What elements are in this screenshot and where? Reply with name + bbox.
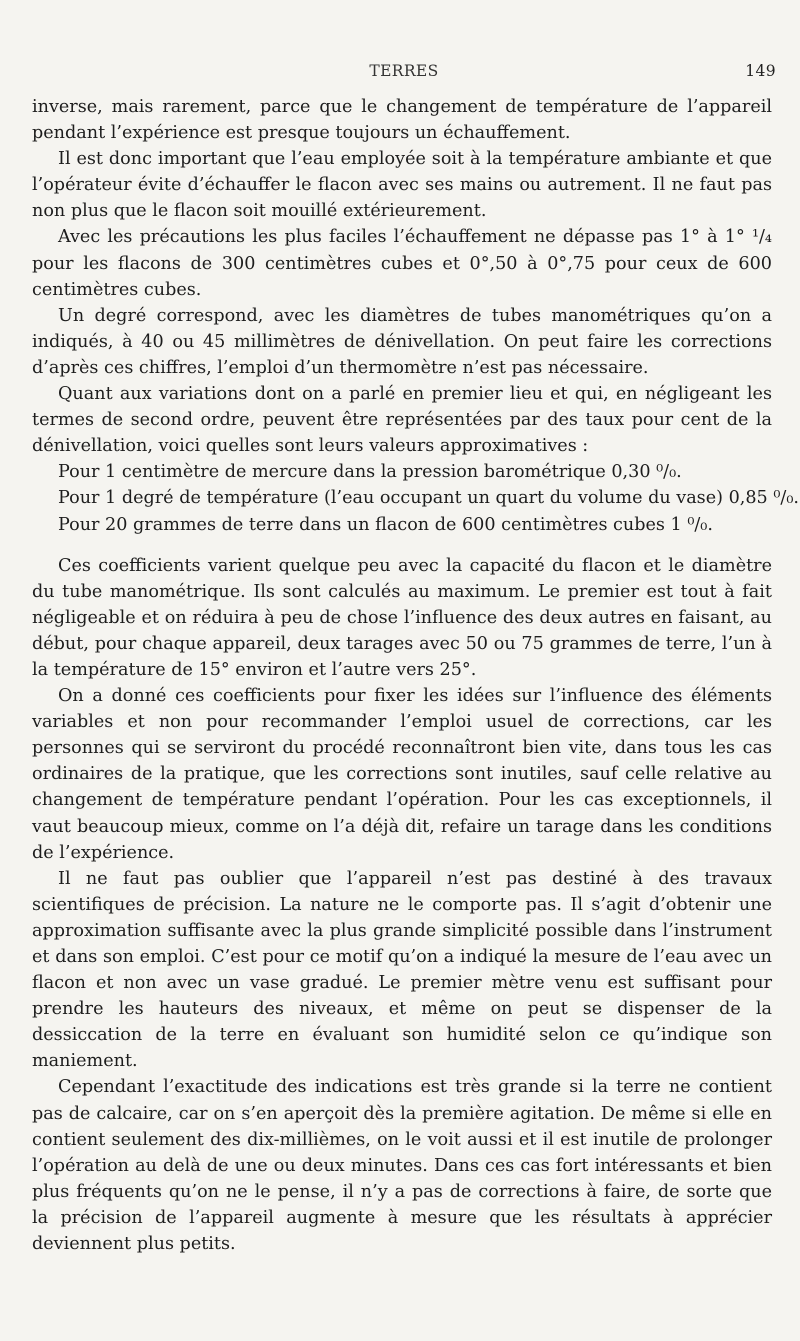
paragraph: Quant aux variations dont on a parlé en premier lieu et qui, en négligeant les termes de second ordre, peuvent être représentées par des taux pour cent de la dénivellation, voici quelles sont leurs valeurs approximatives : [32,384,772,457]
running-head [32,62,776,84]
paragraph: Il ne faut pas oublier que l’appareil n’est pas destiné à des travaux scientifiques de précision. La nature ne le comporte pas. Il s’agit d’obtenir une approximation suffisante avec la plus grande simplicité possible dans l’instrument et dans son emploi. C’est pour ce motif qu’on a indiqué la mesure de l’eau avec un flacon et non avec un vase gradué. Le premier mètre venu est suffisant pour prendre les hauteurs des niveaux, et même on peut se dispenser de la dessiccation de la terre en évaluant son humidité selon ce qu’indique son maniement. [32,868,772,1072]
coefficient-pressure: Pour 1 centimètre de mercure dans la pression barométrique 0,30 ⁰/₀. [58,462,682,483]
paragraph: Un degré correspond, avec les diamètres de tubes manométriques qu’on a indiqués, à 40 ou 45 millimètres de dénivellation. On peut faire les corrections d’après ces chiffres, l’emploi d’un thermomètre n’est pas nécessaire. [32,305,772,378]
paragraph: Avec les précautions les plus faciles l’échauffement ne dépasse pas 1° à 1° ¹/₄ pour les flacons de 300 centimètres cubes et 0°,50 à 0°,75 pour ceux de 600 centimètres cubes. [32,227,772,300]
coefficient-earth-mass: Pour 20 grammes de terre dans un flacon de 600 centimètres cubes 1 ⁰/₀. [58,514,713,535]
paragraph: On a donné ces coefficients pour fixer les idées sur l’influence des éléments variables et non pour recommander l’emploi usuel de corrections, car les personnes qui se serviront du procédé reconnaîtront bien vite, dans tous les cas ordinaires de la pratique, que les corrections sont inutiles, sauf celle relative au changement de température pendant l’opération. Pour les cas exceptionnels, il vaut beaucoup mieux, comme on l’a déjà dit, refaire un tarage dans les conditions de l’expérience. [32,686,772,863]
body-text [32,94,799,1257]
coefficient-list [32,459,799,537]
running-title: TERRES [369,62,439,80]
paragraph: inverse, mais rarement, parce que le changement de température de l’appareil pendant l’expérience est presque toujours un échauffement. [32,97,772,144]
paragraph: Ces coefficients varient quelque peu avec la capacité du flacon et le diamètre du tube manométrique. Ils sont calculés au maximum. Le premier est tout à fait négligeable et on réduira à peu de chose l’influence des deux autres en faisant, au début, pour chaque appareil, deux tarages avec 50 ou 75 grammes de terre, l’un à la température de 15° environ et l’autre vers 25°. [32,555,772,680]
paragraph: Il est donc important que l’eau employée soit à la température ambiante et que l’opérateur évite d’échauffer le flacon avec ses mains ou autrement. Il ne faut pas non plus que le flacon soit mouillé extérieurement. [32,149,772,222]
paragraph: Cependant l’exactitude des indications est très grande si la terre ne contient pas de calcaire, car on s’en aperçoit dès la première agitation. De même si elle en contient seulement des dix-millièmes, on le voit aussi et il est inutile de prolonger l’opération au delà de une ou deux minutes. Dans ces cas fort intéressants et bien plus fréquents qu’on ne le pense, il n’y a pas de corrections à faire, de sorte que la précision de l’appareil augmente à mesure que les résultats à apprécier deviennent plus petits. [32,1077,772,1255]
page-number: 149 [745,62,776,80]
coefficient-temperature: Pour 1 degré de température (l’eau occupant un quart du volume du vase) 0,85 ⁰/₀. [58,488,799,509]
